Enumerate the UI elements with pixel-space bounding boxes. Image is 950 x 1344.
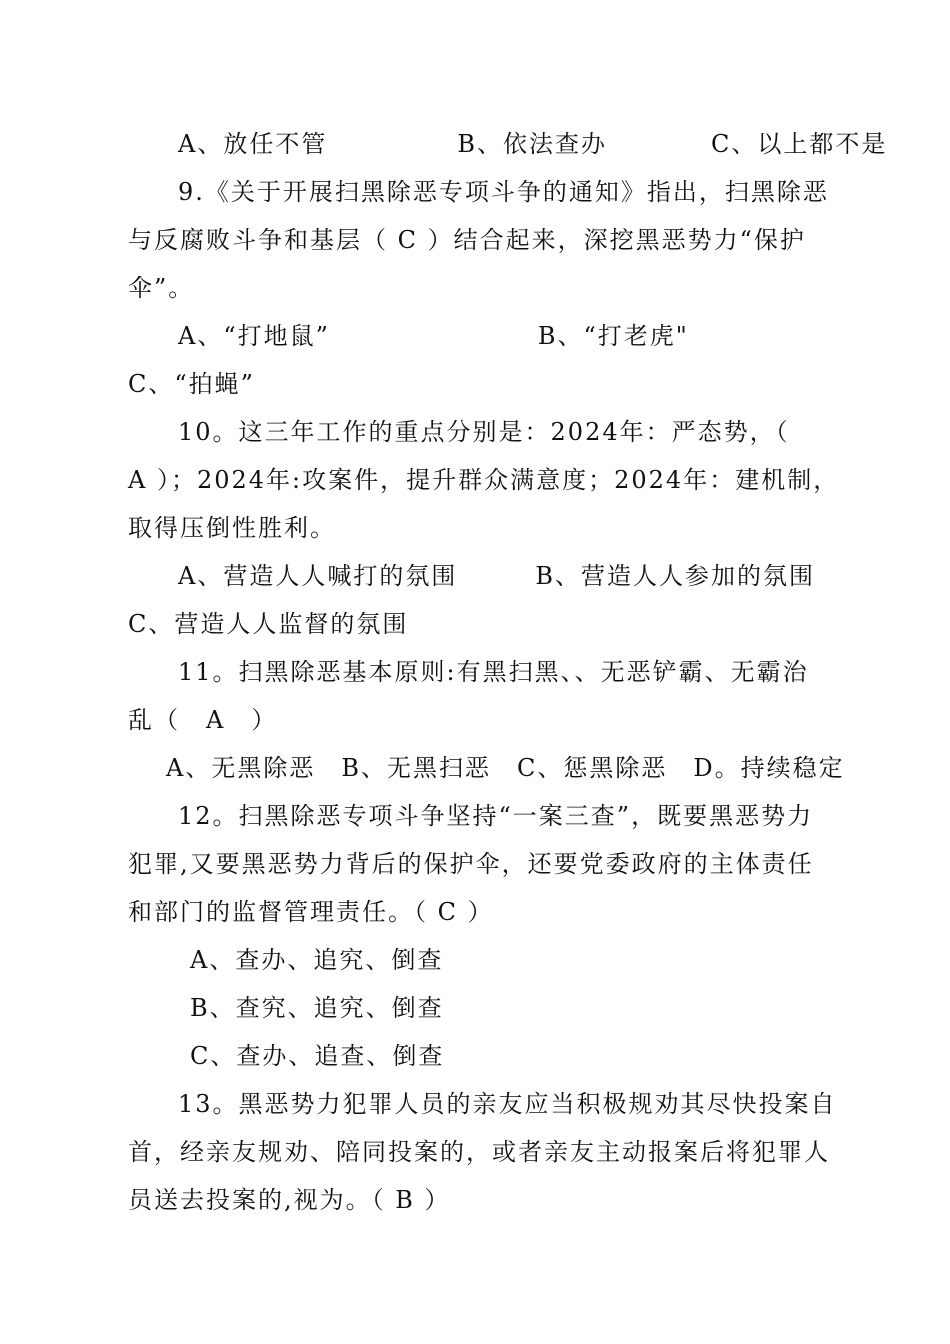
question-11-line-2: 乱（ A ） (128, 706, 278, 734)
question-9-line-1: 9.《关于开展扫黑除恶专项斗争的通知》指出，扫黑除恶 (178, 178, 829, 206)
question-12-line-1: 12。扫黑除恶专项斗争坚持“一案三查”，既要黑恶势力 (178, 802, 814, 830)
option-line-q12-b: B、查究、追究、倒查 (190, 994, 444, 1022)
option-line-q11: A、无黑除恶 B、无黑扫恶 C、惩黑除恶 D。持续稳定 (166, 754, 845, 782)
question-12-line-3: 和部门的监督管理责任。（ C ） (128, 898, 494, 926)
question-9-line-3: 伞”。 (128, 274, 195, 302)
question-10-line-3: 取得压倒性胜利。 (128, 514, 336, 542)
question-13-line-1: 13。黑恶势力犯罪人员的亲友应当积极规劝其尽快投案自 (178, 1090, 837, 1118)
option-line-q8: A、放任不管 B、依法查办 C、以上都不是 (178, 130, 888, 158)
question-13-line-2: 首，经亲友规劝、陪同投案的，或者亲友主动报案后将犯罪人 (128, 1138, 830, 1166)
question-12-line-2: 犯罪,又要黑恶势力背后的保护伞，还要党委政府的主体责任 (128, 850, 814, 878)
question-10-line-1: 10。这三年工作的重点分别是：2024年：严态势，（ (178, 418, 790, 446)
question-9-line-2: 与反腐败斗争和基层（ C ）结合起来，深挖黑恶势力“保护 (128, 226, 806, 254)
question-13-line-3: 员送去投案的,视为。（ B ） (128, 1186, 451, 1214)
option-line-q10-ab: A、营造人人喊打的氛围 B、营造人人参加的氛围 (178, 562, 815, 590)
question-10-line-2: A ）；2024年:攻案件，提升群众满意度；2024年：建机制， (128, 466, 840, 494)
option-line-q12-c: C、查办、追查、倒查 (190, 1042, 445, 1070)
option-line-q10-c: C、营造人人监督的氛围 (128, 610, 409, 638)
option-line-q12-a: A、查办、追究、倒查 (190, 946, 444, 974)
option-line-q9-ab: A、“打地鼠” B、“打老虎" (178, 322, 689, 350)
question-11-line-1: 11。扫黑除恶基本原则:有黑扫黑、、无恶铲霸、无霸治 (178, 658, 809, 686)
option-line-q9-c: C、“拍蝇” (128, 370, 255, 398)
